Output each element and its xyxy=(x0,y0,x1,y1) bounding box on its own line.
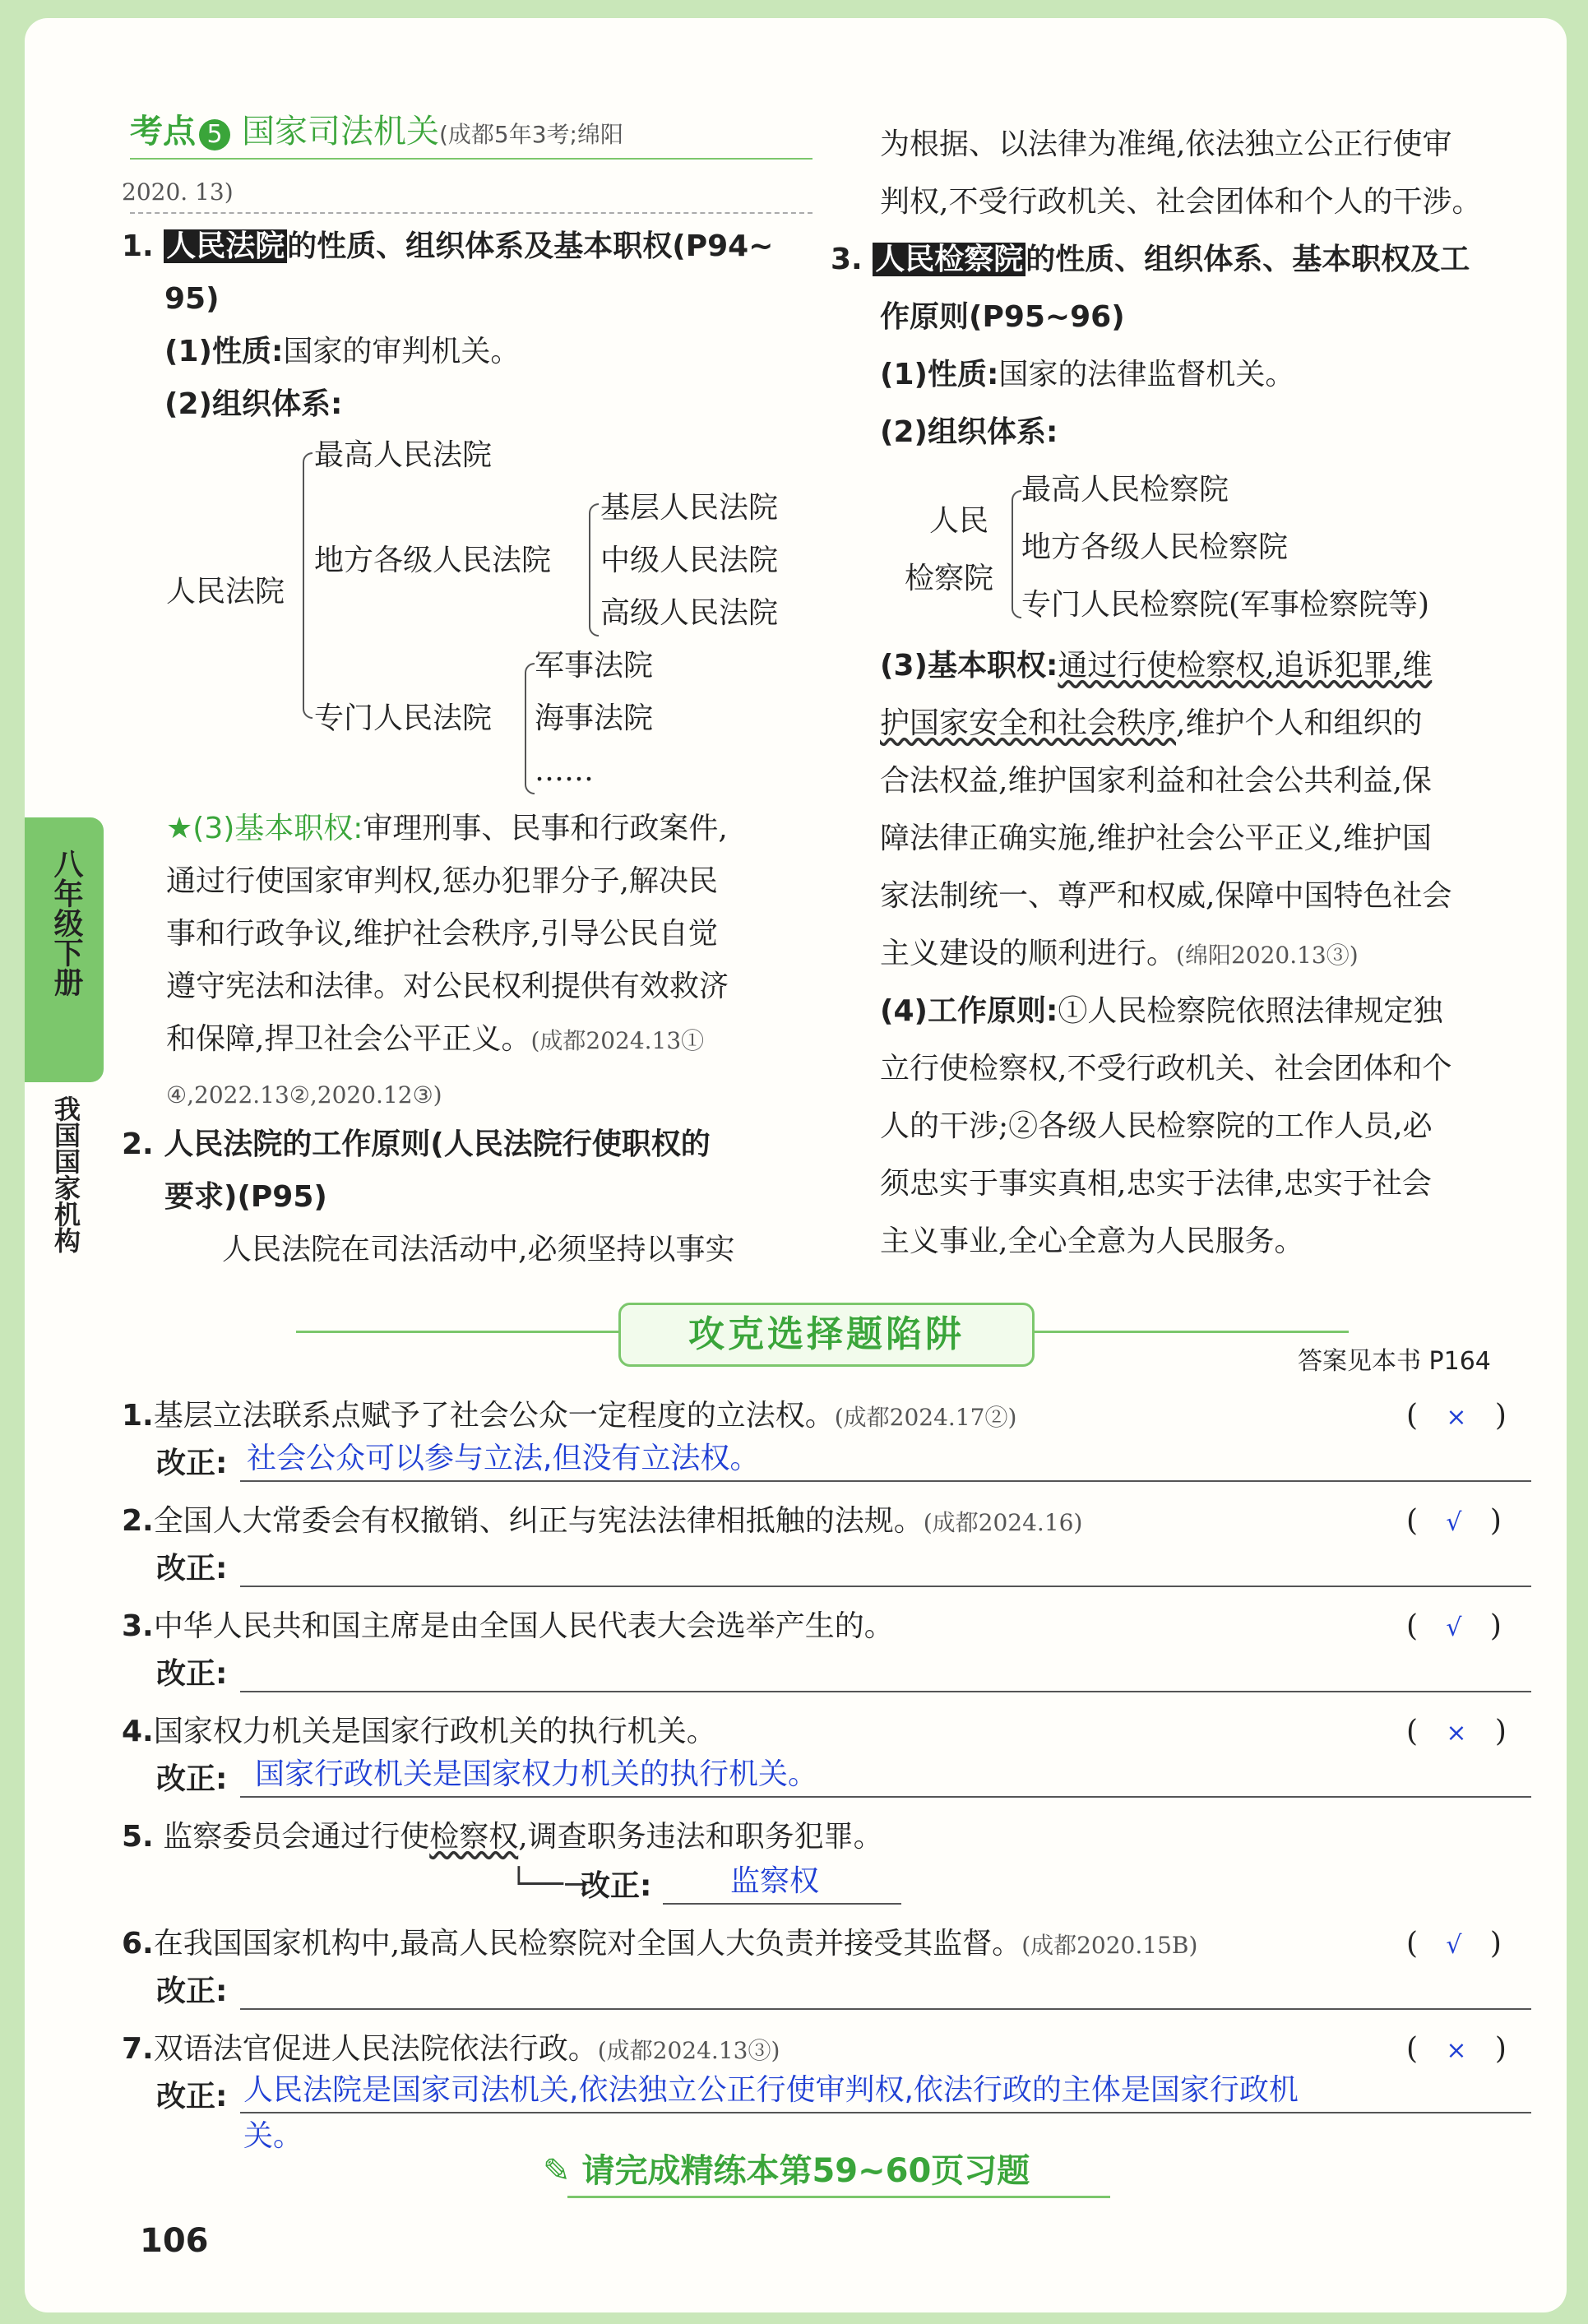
kaodian-header xyxy=(130,115,623,151)
question-2: 2.全国人大常委会有权撤销、纠正与宪法法律相抵触的法规。(成都2024.16) xyxy=(122,1504,1083,1538)
court-special-child: …… xyxy=(535,754,594,788)
q1-org-label: (2)组织体系: xyxy=(164,387,343,421)
q3-work-line: 人的干涉;②各级人民检察院的工作人员,必 xyxy=(880,1109,1433,1143)
proc-child: 专门人民检察院(军事检察院等) xyxy=(1021,588,1430,622)
correction-label: 改正: xyxy=(156,2080,228,2113)
kaodian-source-a: (成都5年3考;绵阳 xyxy=(439,121,623,148)
q1-title-line2: 95) xyxy=(164,282,220,316)
court-tree-root: 人民法院 xyxy=(166,575,285,609)
court-local-child: 中级人民法院 xyxy=(600,544,779,577)
q1-nature: (1)性质:国家的审判机关。 xyxy=(164,335,521,368)
correction-label: 改正: xyxy=(156,1762,228,1796)
q3-duty-line: 家法制统一、尊严和权威,保障中国特色社会 xyxy=(880,879,1452,913)
kaodian-divider xyxy=(130,212,813,214)
correction-line xyxy=(663,1903,901,1905)
kaodian-num-badge: 5 xyxy=(199,119,230,150)
proc-brace xyxy=(1012,490,1021,618)
correction-7-line2[interactable]: 关。 xyxy=(243,2119,303,2153)
q2-body: 人民法院在司法活动中,必须坚持以事实 xyxy=(222,1233,735,1266)
q1-duty-line: 通过行使国家审判权,惩办犯罪分子,解决民 xyxy=(166,864,718,898)
q3-work-line: 立行使检察权,不受行政机关、社会团体和个 xyxy=(880,1052,1452,1086)
correction-line xyxy=(240,2112,1531,2113)
correction-5[interactable]: 监察权 xyxy=(730,1864,820,1898)
answer-paren-7[interactable]: ( × ) xyxy=(1406,2032,1507,2066)
section-rule-right xyxy=(1020,1331,1349,1333)
kaodian-title: 国家司法机关 xyxy=(242,113,439,150)
q3-duty-line: (3)基本职权:通过行使检察权,追诉犯罪,维 xyxy=(880,649,1433,683)
q2-title: 2. 人民法院的工作原则(人民法院行使职权的 xyxy=(122,1127,711,1161)
q3-nature: (1)性质:国家的法律监督机关。 xyxy=(880,358,1295,391)
answer-paren-3[interactable]: ( √ ) xyxy=(1406,1609,1502,1643)
question-7: 7.双语法官促进人民法院依法行政。(成都2024.13③) xyxy=(122,2032,780,2066)
proc-tree-root: 人民 xyxy=(929,504,989,538)
question-1: 1.基层立法联系点赋予了社会公众一定程度的立法权。(成都2024.17②) xyxy=(122,1399,1017,1433)
court-local-brace xyxy=(589,503,599,637)
q1-duty-source: ④,2022.13②,2020.12③) xyxy=(166,1081,442,1109)
court-special: 专门人民法院 xyxy=(314,701,493,735)
correction-1[interactable]: 社会公众可以参与立法,但没有立法权。 xyxy=(247,1442,760,1475)
q3-org-label: (2)组织体系: xyxy=(880,415,1058,449)
footer-prompt: ✎ 请完成精练本第59~60页习题 xyxy=(543,2152,1030,2190)
court-special-child: 军事法院 xyxy=(535,649,654,683)
q3-duty-line: 障法律正确实施,维护社会公平正义,维护国 xyxy=(880,822,1432,855)
q3-work-line: (4)工作原则:①人民检察院依照法律规定独 xyxy=(880,994,1443,1028)
q2-continued: 为根据、以法律为准绳,依法独立公正行使审 xyxy=(880,127,1452,161)
court-local-child: 基层人民法院 xyxy=(600,491,779,525)
answer-paren-2[interactable]: ( √ ) xyxy=(1406,1504,1502,1538)
court-local-child: 高级人民法院 xyxy=(600,596,779,630)
page-number: 106 xyxy=(140,2222,209,2260)
correction-label: 改正: xyxy=(156,1552,228,1586)
proc-child: 地方各级人民检察院 xyxy=(1021,530,1289,564)
correction-label: 改正: xyxy=(156,1974,228,2008)
question-5: 5. 监察委员会通过行使检察权,调查职务违法和职务犯罪。 xyxy=(122,1820,883,1854)
q1-duty-line: 事和行政争议,维护社会秩序,引导公民自觉 xyxy=(166,917,718,951)
correction-label: 改正: xyxy=(581,1869,652,1903)
section-title: 攻克选择题陷阱 xyxy=(618,1303,1035,1367)
footer-underline xyxy=(567,2196,1110,2198)
star-icon: ★ xyxy=(166,812,193,845)
highlight-court: 人民法院 xyxy=(164,229,287,263)
q1-duty-line: 遵守宪法和法律。对公民权利提供有效救济 xyxy=(166,970,729,1003)
q3-duty-line: 合法权益,维护国家利益和社会公共利益,保 xyxy=(880,764,1432,798)
kaodian-label: 考点 xyxy=(130,113,196,150)
answer-reference: 答案见本书 P164 xyxy=(1298,1347,1491,1376)
court-local: 地方各级人民法院 xyxy=(314,544,552,577)
kaodian-source-b: 2020. 13) xyxy=(122,178,234,206)
q3-work-line: 主义事业,全心全意为人民服务。 xyxy=(880,1224,1304,1258)
q1-duty-line: ★(3)基本职权:审理刑事、民事和行政案件, xyxy=(166,812,728,845)
q3-duty-line: 主义建设的顺利进行。(绵阳2020.13③) xyxy=(880,937,1359,970)
proc-tree-root: 检察院 xyxy=(905,562,994,595)
grade-label: 八年级下册 xyxy=(49,849,83,997)
section-rule-left xyxy=(296,1331,625,1333)
court-supreme: 最高人民法院 xyxy=(314,438,493,472)
correction-label: 改正: xyxy=(156,1447,228,1480)
question-6: 6.在我国国家机构中,最高人民检察院对全国人大负责并接受其监督。(成都2020.15B) xyxy=(122,1927,1198,1961)
correction-label: 改正: xyxy=(156,1657,228,1691)
q3-work-line: 须忠实于事实真相,忠实于法律,忠实于社会 xyxy=(880,1167,1432,1201)
correction-line[interactable] xyxy=(240,1586,1531,1587)
kaodian-underline xyxy=(130,158,813,160)
question-4: 4.国家权力机关是国家行政机关的执行机关。 xyxy=(122,1715,716,1748)
correction-7[interactable]: 人民法院是国家司法机关,依法独立公正行使审判权,依法行政的主体是国家行政机 xyxy=(243,2073,1299,2107)
court-brace xyxy=(303,452,313,719)
q3-title-line2: 作原则(P95~96) xyxy=(880,300,1125,334)
correction-line xyxy=(240,1480,1531,1482)
question-3: 3.中华人民共和国主席是由全国人民代表大会选举产生的。 xyxy=(122,1609,894,1643)
q1-duty-line: 和保障,捍卫社会公平正义。(成都2024.13① xyxy=(166,1022,705,1056)
correction-4[interactable]: 国家行政机关是国家权力机关的执行机关。 xyxy=(255,1757,818,1791)
correction-line xyxy=(240,1796,1531,1798)
answer-paren-1[interactable]: ( × ) xyxy=(1406,1399,1507,1433)
unit-label: 我国国家机构 xyxy=(50,1095,81,1253)
q3-title: 3. 人民检察院的性质、组织体系、基本职权及工 xyxy=(831,243,1470,276)
q2-title-line2: 要求)(P95) xyxy=(164,1180,327,1214)
q3-duty-line: 护国家安全和社会秩序,维护个人和组织的 xyxy=(880,706,1423,740)
page xyxy=(25,18,1567,2312)
pen-icon: ✎ xyxy=(543,2152,571,2190)
proc-child: 最高人民检察院 xyxy=(1021,473,1229,507)
court-special-brace xyxy=(525,663,535,794)
wavy-term: 检察权 xyxy=(429,1820,519,1854)
arrow-icon: └──→ xyxy=(510,1868,589,1901)
highlight-procuratorate: 人民检察院 xyxy=(873,243,1025,276)
correction-line[interactable] xyxy=(240,1691,1531,1692)
q1-title: 1. 人民法院的性质、组织体系及基本职权(P94~ xyxy=(122,229,774,263)
court-special-child: 海事法院 xyxy=(535,701,654,735)
answer-paren-6[interactable]: ( √ ) xyxy=(1406,1927,1502,1961)
q2-continued: 判权,不受行政机关、社会团体和个人的干涉。 xyxy=(880,185,1482,219)
correction-line[interactable] xyxy=(240,2008,1531,2010)
answer-paren-4[interactable]: ( × ) xyxy=(1406,1715,1507,1748)
